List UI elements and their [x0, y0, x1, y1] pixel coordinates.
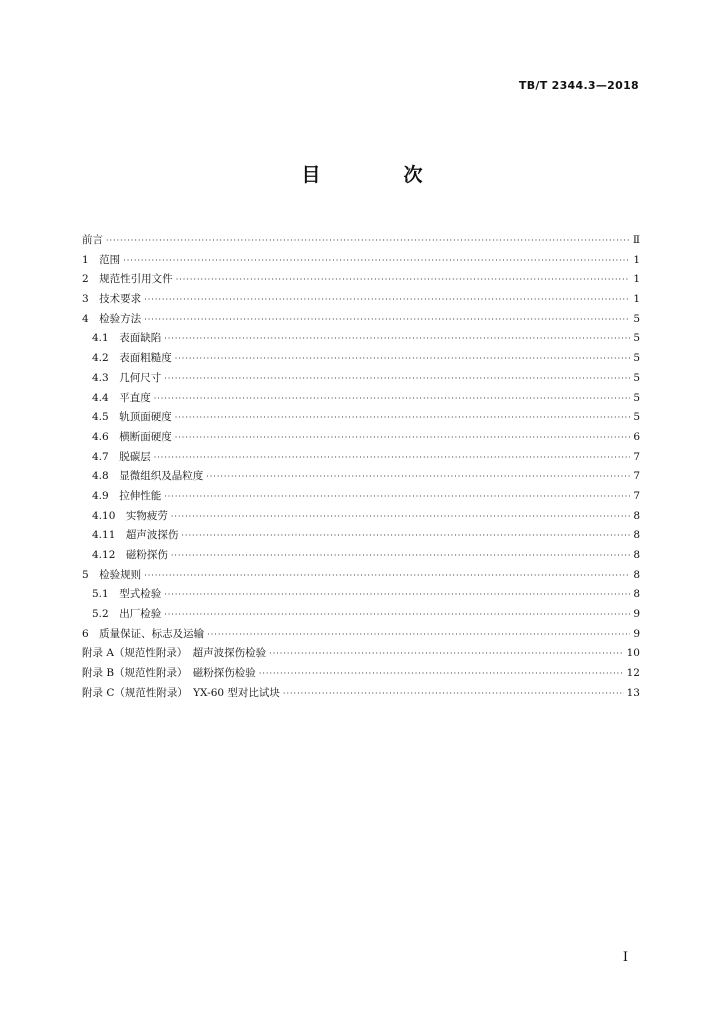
toc-leader-dots — [106, 231, 630, 251]
toc-entry[interactable] — [82, 231, 640, 251]
toc-leader-dots — [206, 467, 630, 487]
toc-entry-label: 附录 A（规范性附录） 超声波探伤检验 — [82, 647, 267, 660]
toc-entry-page: 8 — [633, 568, 640, 581]
standard-number: TB/T 2344.3—2018 — [518, 79, 639, 92]
toc-entry-page: 1 — [633, 273, 640, 286]
toc-entry-label: 4.5 轨顶面硬度 — [92, 411, 172, 424]
toc-entry[interactable] — [82, 585, 640, 605]
toc-entry-page: 5 — [633, 371, 640, 384]
toc-leader-dots — [164, 605, 630, 625]
toc-entry[interactable] — [82, 251, 640, 271]
toc-leader-dots — [259, 664, 624, 684]
toc-entry[interactable] — [82, 467, 640, 487]
toc-entry-page: 13 — [626, 686, 640, 699]
toc-entry[interactable] — [82, 448, 640, 468]
toc-entry-page: 1 — [633, 293, 640, 306]
toc-entry[interactable] — [82, 605, 640, 625]
toc-entry[interactable] — [82, 310, 640, 330]
toc-entry-page: 8 — [633, 509, 640, 522]
toc-leader-dots — [164, 585, 630, 605]
toc-entry-page: 12 — [626, 667, 640, 680]
toc-leader-dots — [144, 310, 630, 330]
toc-entry-page: 9 — [633, 627, 640, 640]
toc-leader-dots — [283, 684, 624, 704]
toc-entry-label: 4.1 表面缺陷 — [92, 332, 162, 345]
toc-entry[interactable] — [82, 369, 640, 389]
toc-entry-label: 4.3 几何尺寸 — [92, 371, 162, 384]
toc-entry[interactable] — [82, 546, 640, 566]
toc-leader-dots — [175, 349, 631, 369]
toc-entry-page: 5 — [633, 391, 640, 404]
toc-leader-dots — [164, 487, 630, 507]
toc-entry-label: 4.12 磁粉探伤 — [92, 549, 168, 561]
toc-entry-page: 5 — [633, 332, 640, 345]
toc-leader-dots — [181, 526, 630, 546]
toc-entry-label: 4.4 平直度 — [92, 391, 151, 404]
toc-entry-page: 5 — [633, 312, 640, 325]
toc-entry-label: 4.11 超声波探伤 — [92, 529, 179, 542]
toc-entry[interactable] — [82, 664, 640, 684]
toc-entry[interactable] — [82, 290, 640, 310]
toc-entry-page: 7 — [633, 450, 640, 463]
toc-entry[interactable] — [82, 428, 640, 448]
toc-leader-dots — [171, 546, 630, 566]
toc-leader-dots — [176, 270, 631, 290]
toc-leader-dots — [123, 251, 630, 271]
toc-entry[interactable] — [82, 526, 640, 546]
toc-entry[interactable] — [82, 408, 640, 428]
toc-entry-label: 4.10 实物疲劳 — [92, 509, 168, 522]
toc-entry-page: 8 — [633, 588, 640, 601]
toc-entry-page: 8 — [633, 529, 640, 542]
toc-leader-dots — [144, 566, 630, 586]
toc-entry-page: Ⅱ — [632, 234, 640, 246]
toc-entry[interactable] — [82, 389, 640, 409]
toc-entry-label: 5.1 型式检验 — [92, 588, 162, 601]
toc-entry[interactable] — [82, 625, 640, 645]
toc-entry-page: 5 — [633, 352, 640, 365]
toc-leader-dots — [154, 448, 631, 468]
toc-entry-label: 1 范围 — [82, 253, 121, 266]
page-number: I — [622, 950, 628, 965]
toc-entry[interactable] — [82, 349, 640, 369]
toc-leader-dots — [175, 408, 631, 428]
toc-entry-label: 附录 C（规范性附录） YX-60 型对比试块 — [82, 686, 280, 699]
toc-entry-label: 4.6 横断面硬度 — [92, 430, 172, 443]
toc-leader-dots — [144, 290, 630, 310]
toc-entry-page: 5 — [633, 411, 640, 424]
toc-entry-page: 6 — [633, 430, 640, 443]
toc-leader-dots — [154, 389, 631, 409]
toc-leader-dots — [269, 644, 623, 664]
toc-entry[interactable] — [82, 507, 640, 527]
toc-entry-label: 4.7 脱碳层 — [92, 450, 151, 463]
toc-entry-page: 1 — [633, 253, 640, 266]
toc-entry-label: 2 规范性引用文件 — [82, 273, 173, 286]
toc-entry[interactable] — [82, 684, 640, 704]
toc-entry[interactable] — [82, 487, 640, 507]
toc-entry[interactable] — [82, 329, 640, 349]
toc-entry-page: 9 — [633, 608, 640, 621]
toc-entry-label: 前言 — [82, 234, 103, 246]
page-title: 目 次 — [301, 164, 455, 186]
toc-leader-dots — [164, 369, 630, 389]
toc-entry-page: 7 — [633, 489, 640, 502]
toc-entry-label: 4.8 显微组织及晶粒度 — [92, 470, 204, 483]
toc-entry-label: 5.2 出厂检验 — [92, 608, 162, 621]
toc-leader-dots — [207, 625, 630, 645]
table-of-contents — [82, 231, 640, 704]
toc-leader-dots — [171, 507, 630, 527]
toc-entry-label: 4 检验方法 — [82, 312, 142, 325]
toc-entry-label: 附录 B（规范性附录） 磁粉探伤检验 — [82, 667, 256, 680]
toc-entry-page: 7 — [633, 470, 640, 483]
toc-entry-label: 5 检验规则 — [82, 568, 142, 581]
toc-entry-page: 8 — [633, 549, 640, 561]
toc-entry-page: 10 — [626, 647, 640, 660]
toc-entry-label: 4.2 表面粗糙度 — [92, 352, 172, 365]
toc-entry-label: 4.9 拉伸性能 — [92, 489, 162, 502]
toc-leader-dots — [164, 329, 630, 349]
toc-entry[interactable] — [82, 644, 640, 664]
toc-entry-label: 3 技术要求 — [82, 293, 142, 306]
toc-leader-dots — [175, 428, 631, 448]
toc-entry[interactable] — [82, 270, 640, 290]
toc-entry[interactable] — [82, 566, 640, 586]
toc-entry-label: 6 质量保证、标志及运输 — [82, 627, 205, 640]
